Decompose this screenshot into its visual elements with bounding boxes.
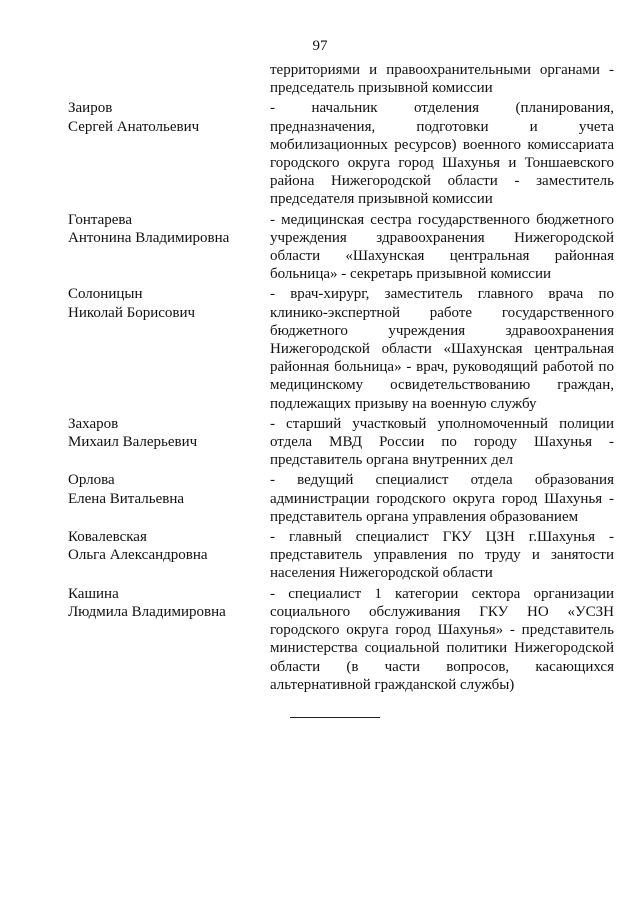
member-description: - начальник отделения (планирования, предназначения, подготовки и учета мобилизационных ресурсов) военного комиссариата городского округа город Шахунья и Тоншаевского района Нижегородской области - заместитель председателя призывной комиссии: [270, 100, 614, 208]
member-given-names: Ольга Александровна: [68, 547, 208, 564]
member-entry: [68, 471, 614, 526]
member-surname: Ковалевская: [68, 529, 147, 546]
member-surname: Кашина: [68, 585, 119, 602]
member-given-names: Елена Витальевна: [68, 490, 185, 507]
intro-text: территориями и правоохранительными органами - председатель призывной комиссии: [270, 62, 614, 97]
member-name: [68, 528, 270, 583]
member-surname: Орлова: [68, 472, 115, 489]
member-given-names: Николай Борисович: [68, 304, 196, 321]
member-entry: [68, 415, 614, 470]
member-name: [68, 211, 270, 284]
member-description: - специалист 1 категории сектора организации социального обслуживания ГКУ НО «УСЗН городского округа город Шахунья» - представитель министерства социальной политики Нижегородской области (в части вопросов, касающихся альтернативной гражданской службы): [270, 585, 614, 693]
member-surname: Заиров: [68, 100, 113, 117]
member-name: [68, 471, 270, 526]
member-description: - старший участковый уполномоченный полиции отдела МВД России по городу Шахунья - представитель органа внутренних дел: [270, 415, 614, 469]
member-given-names: Михаил Валерьевич: [68, 434, 198, 451]
member-name: [68, 585, 270, 694]
member-entry: [68, 99, 614, 208]
member-description: - медицинская сестра государственного бюджетного учреждения здравоохранения Нижегородской области «Шахунская центральная районная больница» - секретарь призывной комиссии: [270, 211, 614, 283]
member-entry: [68, 285, 614, 412]
member-given-names: Людмила Владимировна: [68, 603, 226, 620]
member-given-names: Антонина Владимировна: [68, 229, 230, 246]
member-surname: Солоницын: [68, 286, 143, 303]
member-name: [68, 285, 270, 412]
member-description: - главный специалист ГКУ ЦЗН г.Шахунья - представитель управления по труду и занятости населения Нижегородской области: [270, 529, 614, 582]
commission-members-list: [68, 61, 614, 694]
member-entry: [68, 211, 614, 284]
member-surname: Захаров: [68, 415, 119, 432]
page-number: 97: [312, 38, 328, 54]
member-entry: [68, 585, 614, 694]
member-given-names: Сергей Анатольевич: [68, 118, 200, 135]
member-name: [68, 415, 270, 470]
member-entry: [68, 528, 614, 583]
member-description: - врач-хирург, заместитель главного врача по клинико-экспертной работе государственного бюджетного учреждения здравоохранения Нижегородской области «Шахунская центральная районная больница» - врач, руководящий работой по медицинскому освидетельствованию граждан, подлежащих призыву на военную службу: [270, 286, 614, 412]
member-description: - ведущий специалист отдела образования администрации городского округа город Шахунья - представитель органа управления образованием: [270, 472, 614, 525]
member-name: [68, 99, 270, 208]
end-divider-line: [290, 717, 380, 718]
member-surname: Гонтарева: [68, 211, 132, 228]
